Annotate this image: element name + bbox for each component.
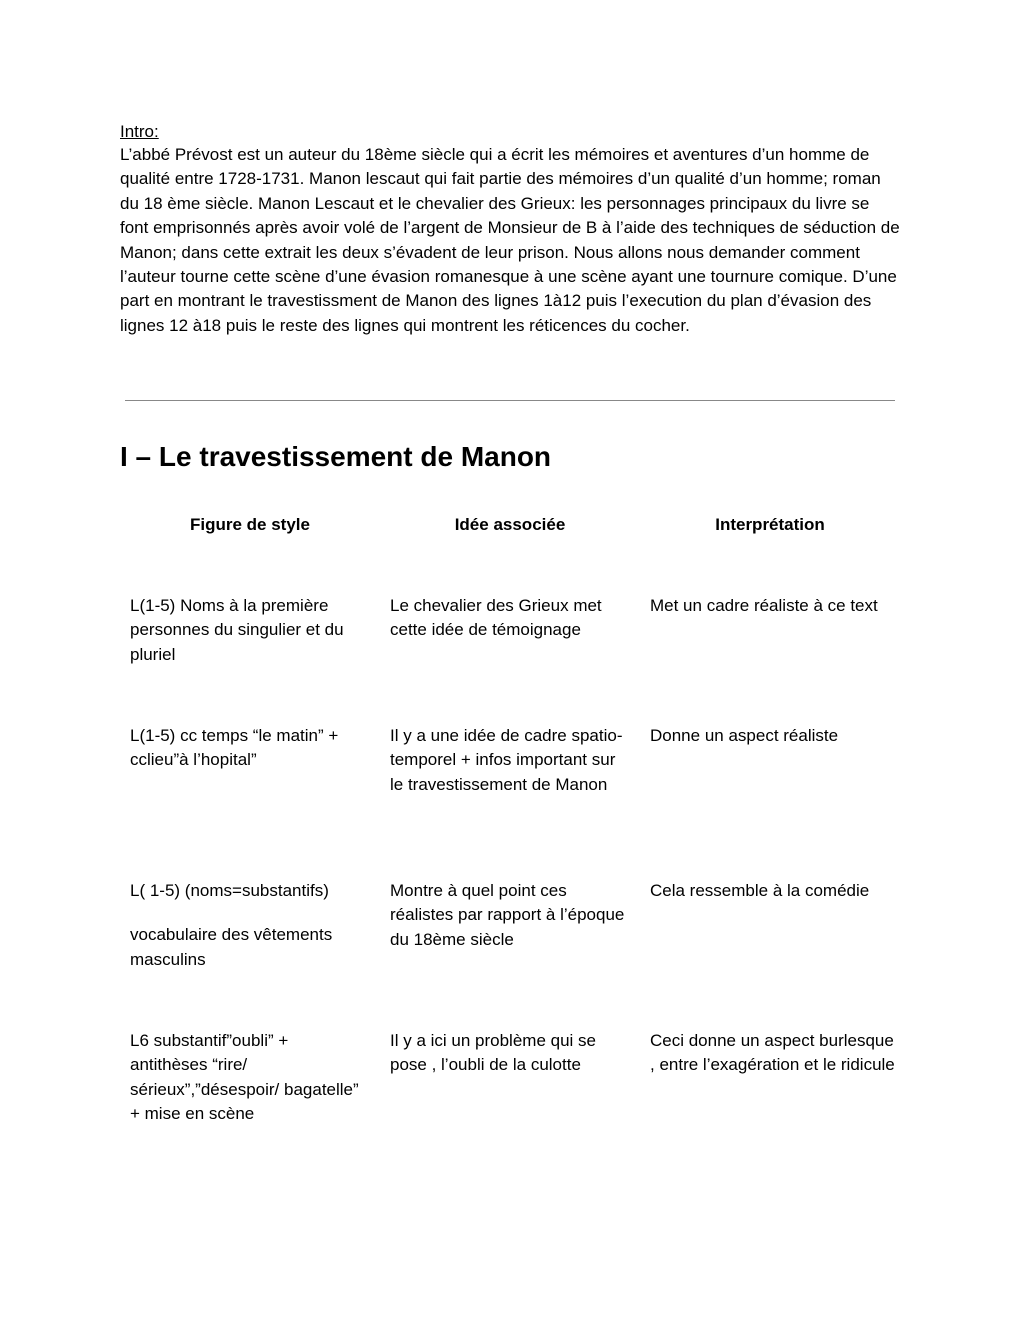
horizontal-divider	[125, 400, 895, 401]
cell-figure-extra-text: vocabulaire des vêtements masculins	[130, 925, 333, 969]
cell-interpretation	[650, 1029, 895, 1078]
cell-figure-text: L( 1-5) (noms=substantifs)	[130, 881, 329, 900]
cell-idee	[390, 594, 630, 643]
cell-idee	[390, 879, 630, 952]
cell-figure	[130, 1029, 370, 1127]
header-idee-associee: Idée associée	[454, 515, 566, 534]
cell-interpretation-text: Cela ressemble à la comédie	[650, 881, 870, 900]
cell-interpretation-text: Donne un aspect réaliste	[650, 726, 839, 745]
cell-idee-text: Il y a une idée de cadre spatio-temporel + infos important sur le travestissement de Manon	[390, 726, 623, 794]
cell-figure-text: L(1-5) Noms à la première personnes du singulier et du pluriel	[130, 596, 344, 664]
header-interpretation: Interprétation	[715, 515, 825, 534]
cell-figure	[130, 594, 370, 667]
header-figure-de-style: Figure de style	[190, 515, 310, 534]
cell-figure-text: L(1-5) cc temps “le matin” + cclieu”à l’hopital”	[130, 726, 339, 770]
cell-interpretation-text: Ceci donne un aspect burlesque , entre l’exagération et le ridicule	[650, 1031, 895, 1075]
cell-figure	[130, 879, 370, 972]
table-header-row	[120, 510, 900, 540]
cell-idee	[390, 724, 630, 797]
cell-interpretation	[650, 724, 895, 748]
cell-interpretation	[650, 594, 895, 618]
cell-interpretation	[650, 879, 895, 903]
cell-idee-text: Montre à quel point ces réalistes par rapport à l’époque du 18ème siècle	[390, 881, 625, 949]
cell-idee-text: Il y a ici un problème qui se pose , l’oubli de la culotte	[390, 1031, 596, 1075]
section-title: I – Le travestissement de Manon	[120, 441, 552, 472]
cell-figure	[130, 724, 370, 773]
intro-label: Intro:	[120, 122, 159, 141]
intro-paragraph: L’abbé Prévost est un auteur du 18ème siècle qui a écrit les mémoires et aventures d’un homme de qualité entre 1728-1731. Manon lescaut qui fait partie des mémoires d’un qualité d’un homme; roman du 18 ème siècle. Manon Lescaut et le chevalier des Grieux: les personnages principaux du livre se font emprisonnés après avoir volé de l’argent de Monsieur de B à l’aide des techniques de séduction de Manon; dans cette extrait les deux s’évadent de leur prison. Nous allons nous demander comment l’auteur tourne cette scène d’une évasion romanesque à une scène ayant une tournure comique. D’une part en montrant le travestissment de Manon des lignes 1à12 puis l’execution du plan d’évasion des lignes 12 à18 puis le reste des lignes qui montrent les réticences du cocher.	[120, 145, 900, 335]
analysis-table	[120, 510, 900, 1124]
cell-idee-text: Le chevalier des Grieux met cette idée de témoignage	[390, 596, 602, 640]
cell-idee	[390, 1029, 630, 1078]
cell-figure-text: L6 substantif”oubli” + antithèses “rire/ sérieux”,”désespoir/ bagatelle” + mise en scène	[130, 1031, 359, 1124]
cell-interpretation-text: Met un cadre réaliste à ce text	[650, 596, 878, 615]
